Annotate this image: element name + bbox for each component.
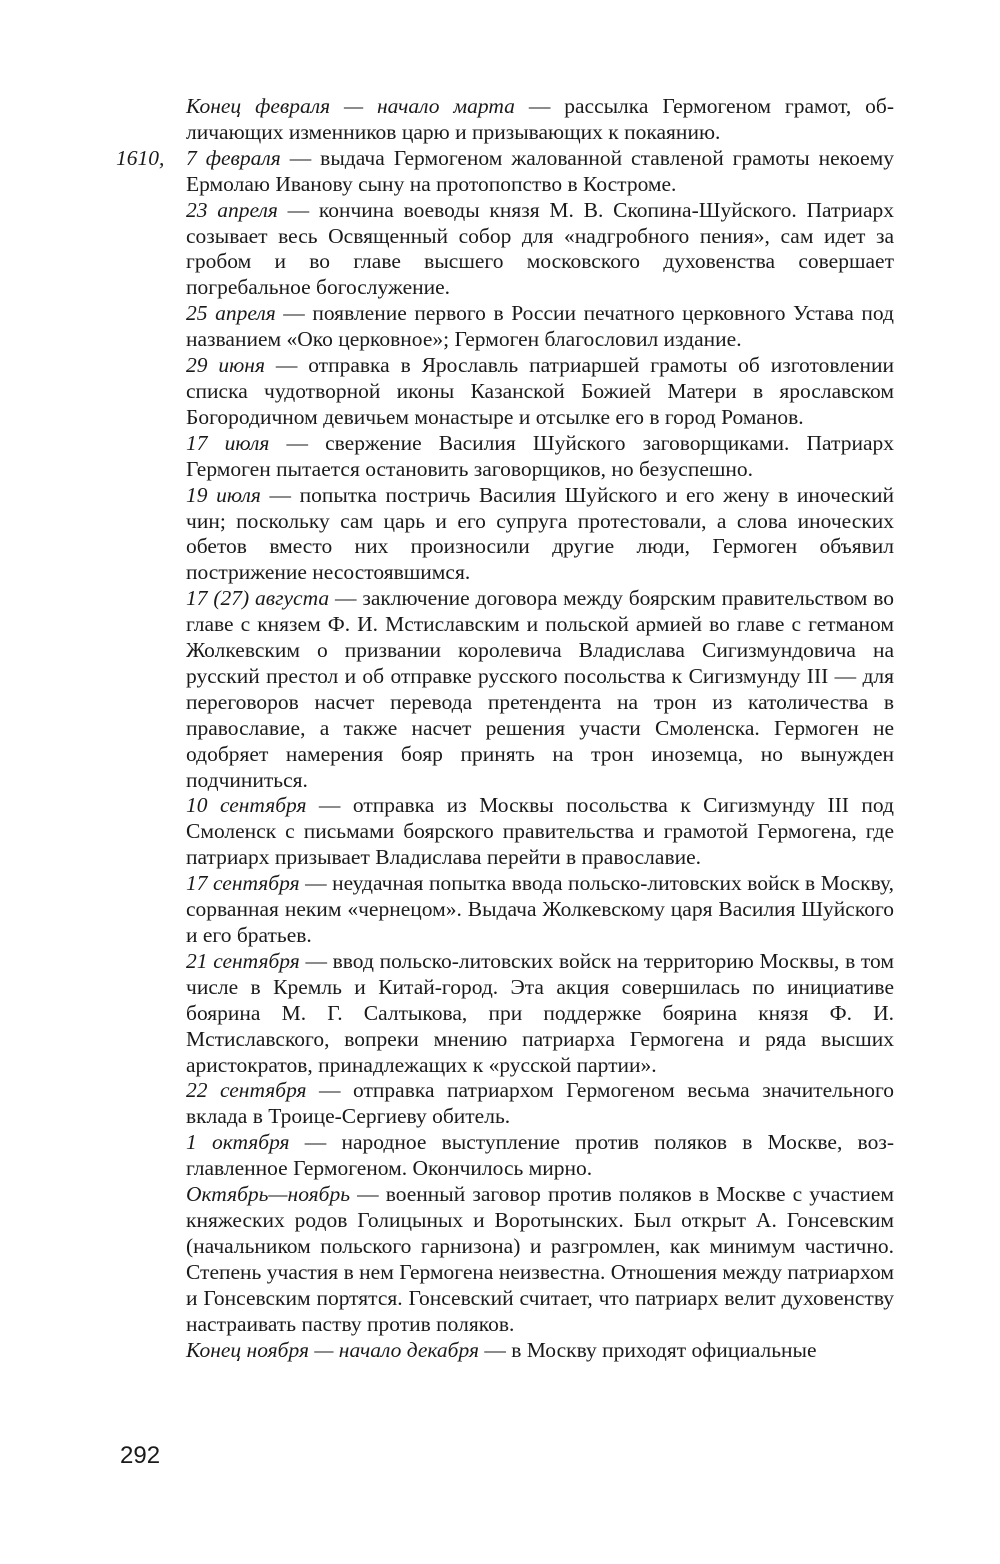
entry-text: — отправка из Москвы посольства к Сигизмунду III под Смоленск с письмами боярского правительства и грамотой Гермогена, где патриарх призывает Владислава перейти в православие. [186, 793, 894, 870]
year-label: 1610, [116, 145, 165, 170]
entry-text: — кончина воеводы князя М. В. Скопина-Шуйского. Патриарх созывает весь Освященный собор для «надгробного пения», сам идет за гробом и во главе высшего московского духовенства совершает погребальное богослужение. [186, 197, 894, 300]
entry-text: — военный заговор против поляков в Москве с участием княжеских родов Голицыных и Воротынских. Был открыт А. Гонсевским (начальником польского гарнизона) и разгромлен, как минимум частично. Степень участия в нем Гермогена неизвестна. Отношения между патриархом и Гонсевским портятся. Гонсевский считает, что патриарх велит духовенству настраивать паству против поляков. [186, 1182, 894, 1336]
entry-date: 22 сентября [186, 1078, 307, 1103]
entry-text: — свержение Василия Шуйского заговорщиками. Патриарх Гермоген пытается остановить заговорщиков, но безуспешно. [186, 430, 894, 481]
entry-text: — народное выступление против поляков в Москве, возглавленное Гермогеном. Окончилось мирно. [186, 1130, 894, 1181]
chronology-entry [186, 1338, 894, 1364]
entry-text: — попытка постричь Василия Шуйского и его жену в иноческий чин; поскольку сам царь и его супруга протестовали, а слова иноческих обетов вместо них произносили другие люди, Гермоген объявил пострижение несостоявшимся. [186, 482, 894, 585]
chronology-entry [186, 94, 894, 146]
entry-date: Конец февраля — начало марта [186, 94, 515, 118]
chronology-entry [186, 1078, 894, 1130]
entry-date: 17 (27) августа [186, 586, 330, 611]
entry-date: 17 июля [186, 430, 270, 455]
entry-date: 21 сентября [186, 948, 300, 973]
chronology-entry [186, 871, 894, 949]
entry-text: — рассылка Гермогеном грамот, обличающих изменников царю и призывающих к покаянию. [186, 94, 895, 144]
chronology-entry [186, 586, 894, 793]
chronology-entry [186, 793, 894, 871]
chronology-entry [186, 301, 894, 353]
entry-date: 1 октября [186, 1130, 290, 1155]
entry-text: — появление первого в России печатного церковного Устава под названием «Око церковное»; Гермоген благословил издание. [186, 301, 894, 352]
chronology-entry [186, 483, 894, 587]
chronology-list [116, 94, 895, 1363]
entry-text: — неудачная попытка ввода польско-литовских войск в Москву, сорванная неким «чернецом». Выдача Жолкевскому царя Василия Шуйского и его братьев. [186, 871, 894, 947]
entry-date: 19 июля [186, 482, 261, 507]
chronology-entry [186, 1182, 894, 1337]
entry-date: Конец ноября — начало декабря [186, 1337, 479, 1362]
chronology-entry [186, 431, 894, 483]
page-number: 292 [120, 1442, 161, 1469]
entry-text: — отправка патриархом Гермогеном весьма значительного вклада в Троице-Сергиеву обитель. [186, 1078, 894, 1129]
entry-date: 23 апреля [186, 197, 278, 222]
entry-text: — ввод польско-литовских войск на территорию Москвы, в том числе в Кремль и Китай-город. Эта акция совершилась по инициативе боярина М. Г. Салтыкова, при поддержке боярина князя Ф. И. Мстиславского, вопреки мнению патриарха Гермогена и ряда высших аристократов, принадлежащих к «русской партии». [186, 948, 894, 1077]
chronology-entry [186, 198, 894, 302]
entry-date: 29 июня [186, 353, 265, 378]
chronology-entry [116, 145, 894, 198]
chronology-entry [186, 949, 894, 1079]
entry-date: Октябрь—ноябрь [186, 1182, 351, 1207]
entry-date: 17 сентября [186, 871, 300, 896]
chronology-entry [186, 353, 894, 431]
chronology-entry [186, 1130, 894, 1182]
entry-date: 10 сентября [186, 793, 307, 818]
entry-date: 25 апреля [186, 301, 276, 326]
entry-text: — заключение договора между боярским правительством во главе с князем Ф. И. Мстиславским и польской армией во главе с гетманом Жолкевским о призвании королевича Владислава Сигизмундовича на русский престол и об отправке русского посольства к Сигизмунду III — для переговоров насчет перевода претендента на трон из католичества в православие, а также насчет решения участи Смоленска. Гермоген не одобряет намерения бояр принять на трон иноземца, но вынужден подчиниться. [186, 586, 894, 792]
entry-text: — выдача Гермогеном жалованной ставленой грамоты некоему Ермолаю Иванову сыну на протопопство в Костроме. [186, 145, 894, 196]
entry-text: — в Москву приходят официальные [478, 1337, 817, 1362]
entry-text: — отправка в Ярославль патриаршей грамоты об изготовлении списка чудотворной иконы Казанской Божией Матери в ярославском Богородичном девичьем монастыре и отсылке его в город Романов. [186, 353, 894, 429]
entry-date: 7 февраля [186, 145, 281, 170]
